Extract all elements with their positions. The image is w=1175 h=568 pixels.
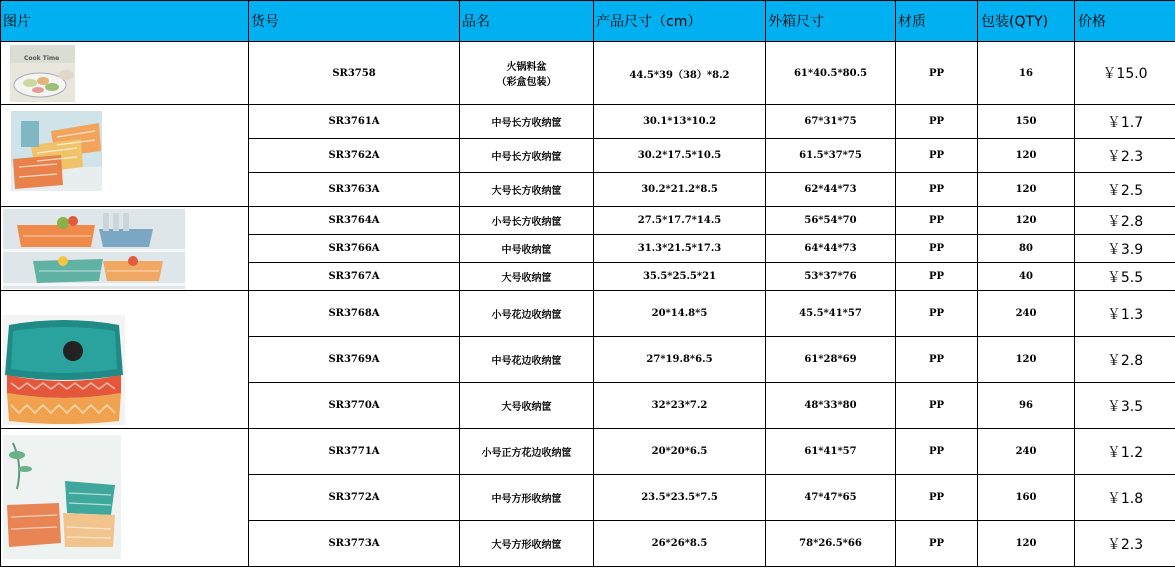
product-photo-hotpot <box>10 45 75 102</box>
name-cell: 中号长方收纳筐 <box>460 139 594 173</box>
image-cell[interactable] <box>1 291 249 429</box>
size-cell: 31.3*21.5*17.3 <box>594 235 766 263</box>
code-cell: SR3768A <box>249 291 460 337</box>
hotpot-tray-icon <box>10 45 75 102</box>
code-cell: SR3763A <box>249 173 460 207</box>
image-cell[interactable] <box>1 429 249 567</box>
header-name[interactable]: 品名 <box>460 1 594 42</box>
image-cell[interactable] <box>1 105 249 207</box>
product-photo-square-baskets <box>3 435 121 559</box>
price-cell: ￥5.5 <box>1075 263 1175 291</box>
qty-cell: 120 <box>978 337 1075 383</box>
qty-cell: 80 <box>978 235 1075 263</box>
qty-cell: 16 <box>978 42 1075 105</box>
name-cell: 中号花边收纳筐 <box>460 337 594 383</box>
name-cell: 小号正方花边收纳筐 <box>460 429 594 475</box>
storage-basket-icon <box>11 111 102 191</box>
code-cell: SR3767A <box>249 263 460 291</box>
square-basket-icon <box>3 435 121 559</box>
price-cell: ￥1.3 <box>1075 291 1175 337</box>
code-cell: SR3762A <box>249 139 460 173</box>
material-cell: PP <box>896 207 978 235</box>
material-cell: PP <box>896 263 978 291</box>
header-code[interactable]: 货号 <box>249 1 460 42</box>
size-cell: 20*14.8*5 <box>594 291 766 337</box>
name-cell: 大号收纳筐 <box>460 383 594 429</box>
price-cell: ￥3.9 <box>1075 235 1175 263</box>
name-cell <box>460 42 594 105</box>
name-cell: 大号方形收纳筐 <box>460 521 594 567</box>
price-cell: ￥15.0 <box>1075 42 1175 105</box>
price-cell: ￥2.8 <box>1075 207 1175 235</box>
material-cell: PP <box>896 139 978 173</box>
carton-cell: 64*44*73 <box>766 235 896 263</box>
material-cell: PP <box>896 235 978 263</box>
carton-cell: 62*44*73 <box>766 173 896 207</box>
size-cell: 44.5*39（38）*8.2 <box>594 42 766 105</box>
price-cell: ￥2.3 <box>1075 139 1175 173</box>
header-packing[interactable]: 包装(QTY) <box>978 1 1075 42</box>
size-cell: 32*23*7.2 <box>594 383 766 429</box>
name-cell: 大号长方收纳筐 <box>460 173 594 207</box>
material-cell: PP <box>896 42 978 105</box>
qty-cell: 120 <box>978 521 1075 567</box>
image-cell[interactable] <box>1 42 249 105</box>
table-row <box>1 429 1175 475</box>
price-cell: ￥2.3 <box>1075 521 1175 567</box>
carton-cell: 45.5*41*57 <box>766 291 896 337</box>
qty-cell: 40 <box>978 263 1075 291</box>
price-cell: ￥1.7 <box>1075 105 1175 139</box>
size-cell: 27.5*17.7*14.5 <box>594 207 766 235</box>
name-cell: 大号收纳筐 <box>460 263 594 291</box>
name-line-2: （彩盒包装） <box>496 77 557 88</box>
carton-cell: 78*26.5*66 <box>766 521 896 567</box>
header-product-size[interactable]: 产品尺寸（cm） <box>594 1 766 42</box>
header-material[interactable]: 材质 <box>896 1 978 42</box>
header-carton-size[interactable]: 外箱尺寸 <box>766 1 896 42</box>
code-cell: SR3761A <box>249 105 460 139</box>
code-cell: SR3769A <box>249 337 460 383</box>
carton-cell: 61.5*37*75 <box>766 139 896 173</box>
name-cell: 中号方形收纳筐 <box>460 475 594 521</box>
name-line-1: 火锅料盆 <box>506 62 547 73</box>
size-cell: 30.2*17.5*10.5 <box>594 139 766 173</box>
price-cell: ￥2.8 <box>1075 337 1175 383</box>
carton-cell: 53*37*76 <box>766 263 896 291</box>
price-cell: ￥3.5 <box>1075 383 1175 429</box>
code-cell: SR3772A <box>249 475 460 521</box>
carton-cell: 56*54*70 <box>766 207 896 235</box>
photo-label: Cook Time <box>24 55 60 62</box>
header-image[interactable]: 图片 <box>1 1 249 42</box>
carton-cell: 48*33*80 <box>766 383 896 429</box>
table-row <box>1 42 1175 105</box>
name-cell: 小号花边收纳筐 <box>460 291 594 337</box>
qty-cell: 96 <box>978 383 1075 429</box>
carton-cell: 61*41*57 <box>766 429 896 475</box>
size-cell: 20*20*6.5 <box>594 429 766 475</box>
name-cell: 中号长方收纳筐 <box>460 105 594 139</box>
material-cell: PP <box>896 173 978 207</box>
table-row <box>1 105 1175 139</box>
header-row <box>1 1 1175 42</box>
material-cell: PP <box>896 105 978 139</box>
qty-cell: 120 <box>978 207 1075 235</box>
size-cell: 35.5*25.5*21 <box>594 263 766 291</box>
price-cell: ￥2.5 <box>1075 173 1175 207</box>
size-cell: 23.5*23.5*7.5 <box>594 475 766 521</box>
qty-cell: 240 <box>978 291 1075 337</box>
table-row <box>1 291 1175 337</box>
header-price[interactable]: 价格 <box>1075 1 1175 42</box>
product-photo-baskets-rect <box>11 111 102 191</box>
price-cell: ￥1.8 <box>1075 475 1175 521</box>
material-cell: PP <box>896 475 978 521</box>
material-cell: PP <box>896 521 978 567</box>
material-cell: PP <box>896 337 978 383</box>
qty-cell: 240 <box>978 429 1075 475</box>
name-cell: 中号收纳筐 <box>460 235 594 263</box>
product-photo-lace-baskets <box>3 315 125 425</box>
size-cell: 30.2*21.2*8.5 <box>594 173 766 207</box>
fridge-basket-icon <box>3 209 185 289</box>
code-cell: SR3764A <box>249 207 460 235</box>
carton-cell: 47*47*65 <box>766 475 896 521</box>
qty-cell: 160 <box>978 475 1075 521</box>
carton-cell: 61*28*69 <box>766 337 896 383</box>
table-row <box>1 207 1175 235</box>
qty-cell: 150 <box>978 105 1075 139</box>
size-cell: 27*19.8*6.5 <box>594 337 766 383</box>
name-cell: 小号长方收纳筐 <box>460 207 594 235</box>
code-cell: SR3771A <box>249 429 460 475</box>
product-photo-fridge-baskets <box>3 209 185 289</box>
material-cell: PP <box>896 383 978 429</box>
lace-basket-icon <box>3 315 125 425</box>
code-cell: SR3773A <box>249 521 460 567</box>
code-cell: SR3770A <box>249 383 460 429</box>
qty-cell: 120 <box>978 139 1075 173</box>
image-cell[interactable] <box>1 207 249 291</box>
code-cell: SR3766A <box>249 235 460 263</box>
material-cell: PP <box>896 291 978 337</box>
price-cell: ￥1.2 <box>1075 429 1175 475</box>
size-cell: 30.1*13*10.2 <box>594 105 766 139</box>
code-cell: SR3758 <box>249 42 460 105</box>
carton-cell: 61*40.5*80.5 <box>766 42 896 105</box>
qty-cell: 120 <box>978 173 1075 207</box>
carton-cell: 67*31*75 <box>766 105 896 139</box>
material-cell: PP <box>896 429 978 475</box>
size-cell: 26*26*8.5 <box>594 521 766 567</box>
